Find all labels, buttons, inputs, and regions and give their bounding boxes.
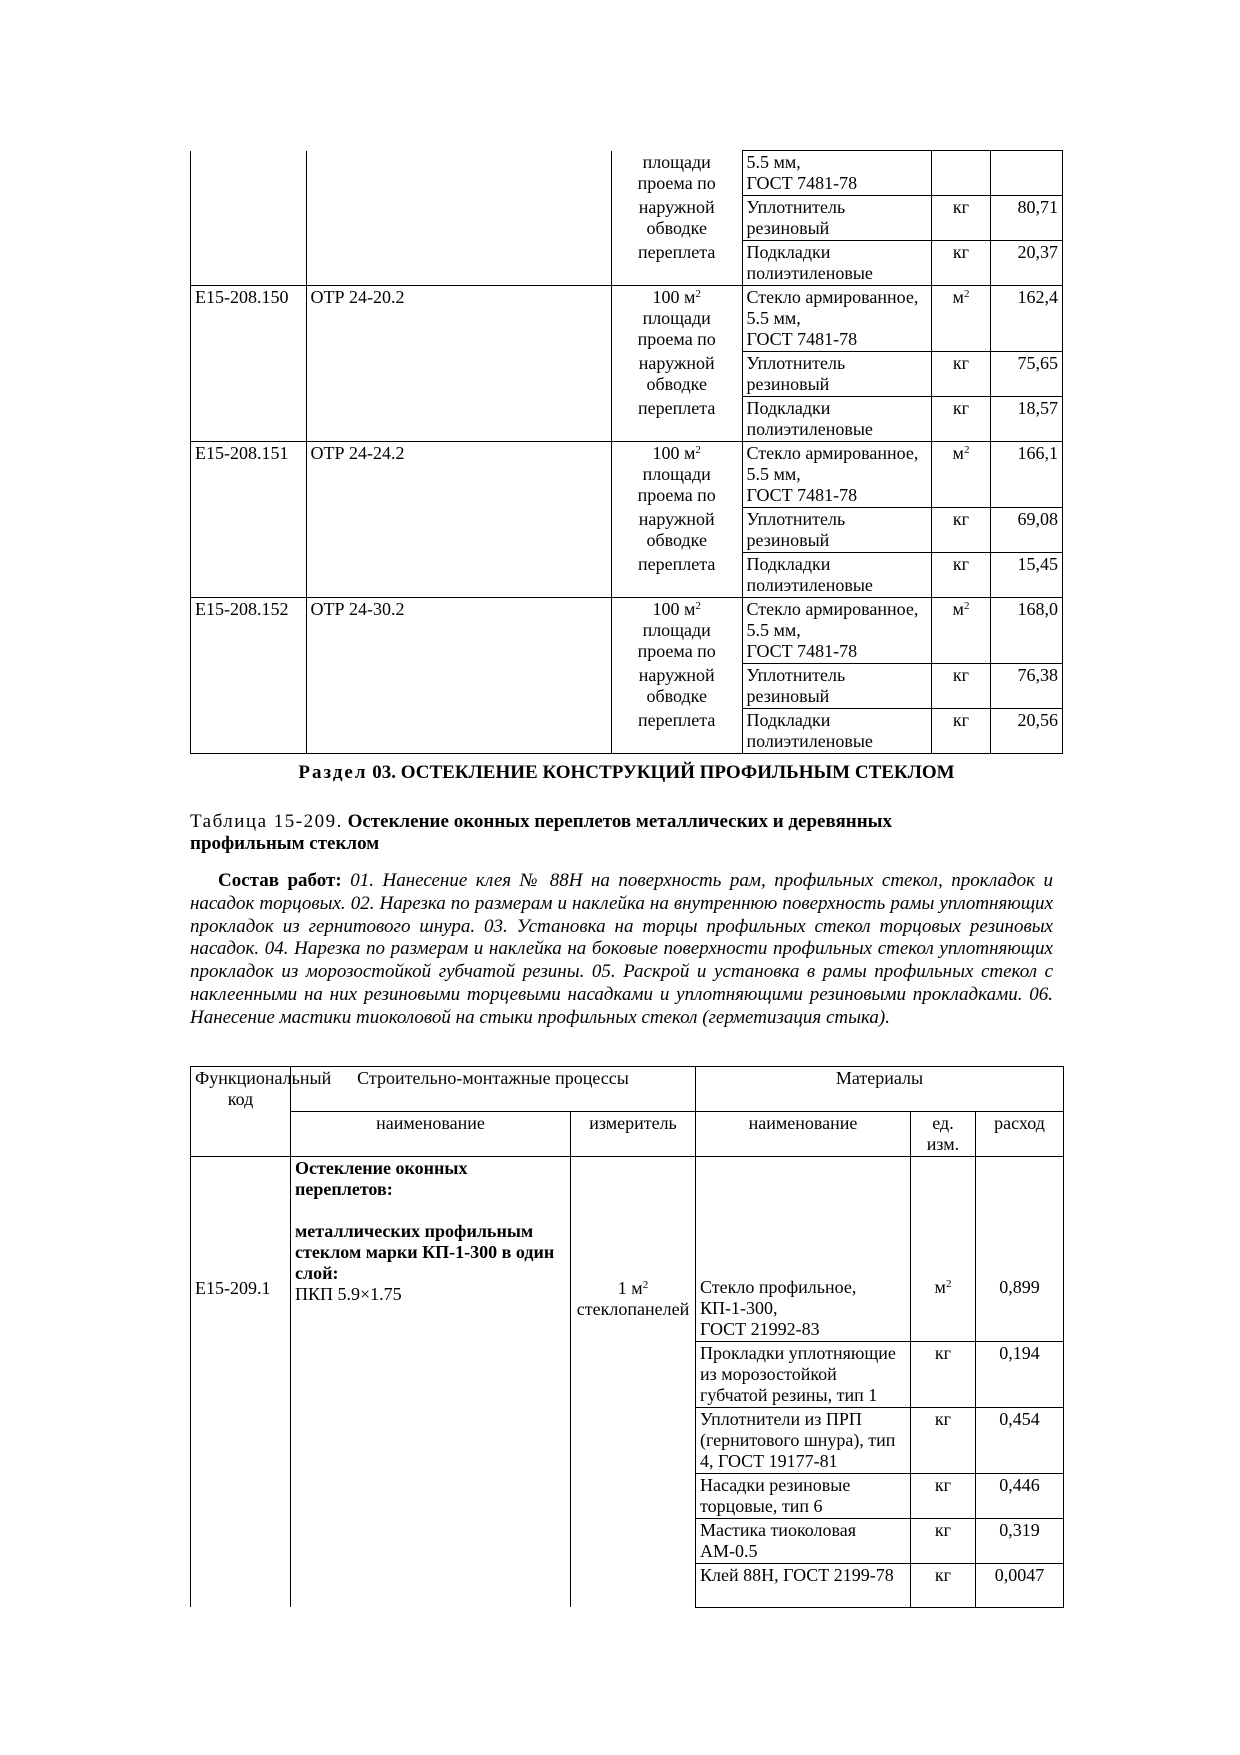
qty-cell: 0,454	[976, 1407, 1064, 1473]
table-row	[191, 664, 1063, 709]
code-cell	[191, 1563, 291, 1607]
unit-cell: кг	[932, 241, 990, 286]
meter-cell	[571, 1407, 696, 1473]
unit-cell: кг	[932, 709, 990, 754]
qty-cell	[990, 151, 1062, 196]
header-func-code: Функциональный код	[191, 1067, 291, 1157]
process-name-cell	[291, 1563, 571, 1607]
material-name-cell: Уплотнитель резиновый	[742, 664, 932, 709]
table-row	[191, 1157, 1064, 1342]
subgroup-title: металлических профильным стеклом марки КП-1-300 в один слой:	[295, 1221, 555, 1283]
material-name-cell: 5.5 мм, ГОСТ 7481-78	[742, 151, 932, 196]
material-name-cell: Стекло армированное, 5.5 мм, ГОСТ 7481-78	[742, 442, 932, 508]
unit-cell: кг	[932, 196, 990, 241]
table-row	[191, 553, 1063, 598]
unit-cell: кг	[932, 508, 990, 553]
table-row	[191, 1407, 1064, 1473]
qty-cell: 15,45	[990, 553, 1062, 598]
table-row	[191, 442, 1063, 508]
table-row	[191, 286, 1063, 352]
code-cell	[191, 709, 307, 754]
material-name-cell: Подкладки полиэтиленовые	[742, 397, 932, 442]
process-name-cell	[291, 1518, 571, 1563]
header-materials: Материалы	[696, 1067, 1064, 1112]
materials-table-continued	[190, 150, 1063, 754]
name-cell	[306, 241, 611, 286]
materials-table	[190, 1066, 1064, 1608]
meter-cell	[571, 1341, 696, 1407]
group-title: Остекление оконных переплетов:	[295, 1158, 468, 1199]
qty-cell: 0,446	[976, 1473, 1064, 1518]
code-cell: Е15-208.152	[191, 598, 307, 664]
qty-cell: 76,38	[990, 664, 1062, 709]
header-processes: Строительно-монтажные процессы	[291, 1067, 696, 1112]
table-subheader-row	[191, 1112, 1064, 1157]
unit-cell: кг	[911, 1518, 976, 1563]
unit-cell: кг	[932, 397, 990, 442]
material-name-cell: Стекло профильное, КП-1-300, ГОСТ 21992-83	[696, 1157, 911, 1342]
code-cell	[191, 664, 307, 709]
unit-cell: кг	[932, 553, 990, 598]
meter-cell	[571, 1518, 696, 1563]
qty-cell: 20,56	[990, 709, 1062, 754]
meter-cell	[571, 1563, 696, 1607]
meter-cell: 100 $м^2$ площади проема по	[611, 286, 742, 352]
meter-value: 1 $м^2$ стеклопанелей	[576, 1278, 690, 1319]
code-cell	[191, 151, 307, 196]
code-cell	[191, 196, 307, 241]
header-mat-name: наименование	[696, 1112, 911, 1157]
code-cell	[191, 1407, 291, 1473]
unit-cell	[932, 151, 990, 196]
table-row	[191, 151, 1063, 196]
unit-cell: кг	[932, 664, 990, 709]
header-qty: расход	[976, 1112, 1064, 1157]
material-name-cell: Прокладки уплотняющие из морозостойкой губчатой резины, тип 1	[696, 1341, 911, 1407]
qty-cell: 69,08	[990, 508, 1062, 553]
table-caption	[190, 811, 990, 855]
meter-cell	[571, 1157, 696, 1342]
table-row	[191, 709, 1063, 754]
meter-cell: 100 $м^2$ площади проема по	[611, 598, 742, 664]
material-name-cell: Клей 88Н, ГОСТ 2199-78	[696, 1563, 911, 1607]
work-composition	[190, 870, 1053, 1030]
work-composition-text: 01. Нанесение клея № 88Н на поверхность рам, профильных стекол, прокладок и насадок торцовых. 02. Нарезка по размерам и наклейка на внутреннюю поверхность рамы уплотняющих прокладок из гернитового шнура. 03. Установка на торцы профильных стекол торцовых резиновых насадок. 04. Нарезка по размерам и наклейка на боковые поверхности профильных стекол уплотняющих прокладок из морозостойкой губчатой резины. 05. Раскрой и установка в рамы профильных стекол с наклеенными на них резиновыми торцевыми насадками и уплотняющими резиновыми прокладками. 06. Нанесение мастики тиоколовой на стыки профильных стекол (герметизация стыка).	[190, 870, 1053, 1028]
qty-cell: 20,37	[990, 241, 1062, 286]
table-row	[191, 508, 1063, 553]
meter-cell: наружной обводке	[611, 508, 742, 553]
code-cell: Е15-208.151	[191, 442, 307, 508]
function-code: Е15-209.1	[195, 1278, 271, 1298]
table-row	[191, 1518, 1064, 1563]
table-caption-title: Остекление оконных переплетов металлических и деревянных профильным стеклом	[190, 811, 892, 854]
material-name-cell: Уплотнитель резиновый	[742, 352, 932, 397]
meter-cell: 100 $м^2$ площади проема по	[611, 442, 742, 508]
qty-cell: 0,319	[976, 1518, 1064, 1563]
section-title-text: 03. ОСТЕКЛЕНИЕ КОНСТРУКЦИЙ ПРОФИЛЬНЫМ СТЕКЛОМ	[372, 762, 955, 783]
name-cell: ОТР 24-24.2	[306, 442, 611, 508]
process-name: ПКП 5.9×1.75	[295, 1284, 402, 1304]
table-header-row	[191, 1067, 1064, 1112]
qty-cell: 166,1	[990, 442, 1062, 508]
name-cell	[306, 709, 611, 754]
unit-cell: кг	[911, 1341, 976, 1407]
material-name-cell: Подкладки полиэтиленовые	[742, 241, 932, 286]
meter-cell: переплета	[611, 709, 742, 754]
meter-cell: площади проема по	[611, 151, 742, 196]
material-name-cell: Насадки резиновые торцовые, тип 6	[696, 1473, 911, 1518]
process-name-cell	[291, 1473, 571, 1518]
header-unit: ед. изм.	[911, 1112, 976, 1157]
code-cell	[191, 397, 307, 442]
code-cell: Е15-208.150	[191, 286, 307, 352]
meter-cell	[571, 1473, 696, 1518]
qty-cell: 168,0	[990, 598, 1062, 664]
name-cell	[306, 352, 611, 397]
meter-cell: переплета	[611, 397, 742, 442]
qty-cell: 0,0047	[976, 1563, 1064, 1607]
work-composition-label: Состав работ:	[218, 870, 342, 891]
process-name-cell	[291, 1407, 571, 1473]
unit-cell: кг	[911, 1563, 976, 1607]
material-name-cell: Подкладки полиэтиленовые	[742, 553, 932, 598]
table-row	[191, 241, 1063, 286]
table-row	[191, 397, 1063, 442]
unit-cell: $м^2$	[932, 442, 990, 508]
process-name-cell	[291, 1341, 571, 1407]
meter-cell: переплета	[611, 553, 742, 598]
table-row	[191, 1473, 1064, 1518]
table-caption-prefix: Таблица 15-209.	[190, 811, 343, 832]
code-cell	[191, 1341, 291, 1407]
header-name: наименование	[291, 1112, 571, 1157]
qty-cell: 0,194	[976, 1341, 1064, 1407]
unit-cell: кг	[932, 352, 990, 397]
code-cell	[191, 241, 307, 286]
meter-cell: наружной обводке	[611, 664, 742, 709]
unit-cell: $м^2$	[932, 598, 990, 664]
table-row	[191, 598, 1063, 664]
code-cell	[191, 1157, 291, 1342]
unit-cell: кг	[911, 1407, 976, 1473]
code-cell	[191, 1518, 291, 1563]
table-row	[191, 352, 1063, 397]
unit-cell: кг	[911, 1473, 976, 1518]
name-cell	[306, 664, 611, 709]
table-row	[191, 196, 1063, 241]
qty-cell: 80,71	[990, 196, 1062, 241]
material-name-cell: Стекло армированное, 5.5 мм, ГОСТ 7481-78	[742, 598, 932, 664]
unit-cell: $м^2$	[932, 286, 990, 352]
qty-cell: 18,57	[990, 397, 1062, 442]
name-cell	[306, 553, 611, 598]
section-title	[190, 762, 1063, 783]
material-name-cell: Стекло армированное, 5.5 мм, ГОСТ 7481-78	[742, 286, 932, 352]
qty-cell: 162,4	[990, 286, 1062, 352]
meter-cell: наружной обводке	[611, 352, 742, 397]
name-cell	[306, 196, 611, 241]
table-row	[191, 1563, 1064, 1607]
code-cell	[191, 508, 307, 553]
name-cell: ОТР 24-30.2	[306, 598, 611, 664]
code-cell	[191, 352, 307, 397]
name-cell	[306, 397, 611, 442]
material-name-cell: Уплотнитель резиновый	[742, 508, 932, 553]
section-prefix: Раздел	[298, 762, 368, 783]
table-row	[191, 1341, 1064, 1407]
process-name-cell	[291, 1157, 571, 1342]
unit-cell: $м^2$	[911, 1157, 976, 1342]
name-cell	[306, 151, 611, 196]
material-name-cell: Мастика тиоколовая АМ-0.5	[696, 1518, 911, 1563]
meter-cell: наружной обводке	[611, 196, 742, 241]
qty-cell: 0,899	[976, 1157, 1064, 1342]
material-name-cell: Уплотнитель резиновый	[742, 196, 932, 241]
meter-cell: переплета	[611, 241, 742, 286]
material-name-cell: Уплотнители из ПРП (гернитового шнура), тип 4, ГОСТ 19177-81	[696, 1407, 911, 1473]
material-name-cell: Подкладки полиэтиленовые	[742, 709, 932, 754]
code-cell	[191, 1473, 291, 1518]
qty-cell: 75,65	[990, 352, 1062, 397]
name-cell	[306, 508, 611, 553]
code-cell	[191, 553, 307, 598]
header-meter: измеритель	[571, 1112, 696, 1157]
name-cell: ОТР 24-20.2	[306, 286, 611, 352]
